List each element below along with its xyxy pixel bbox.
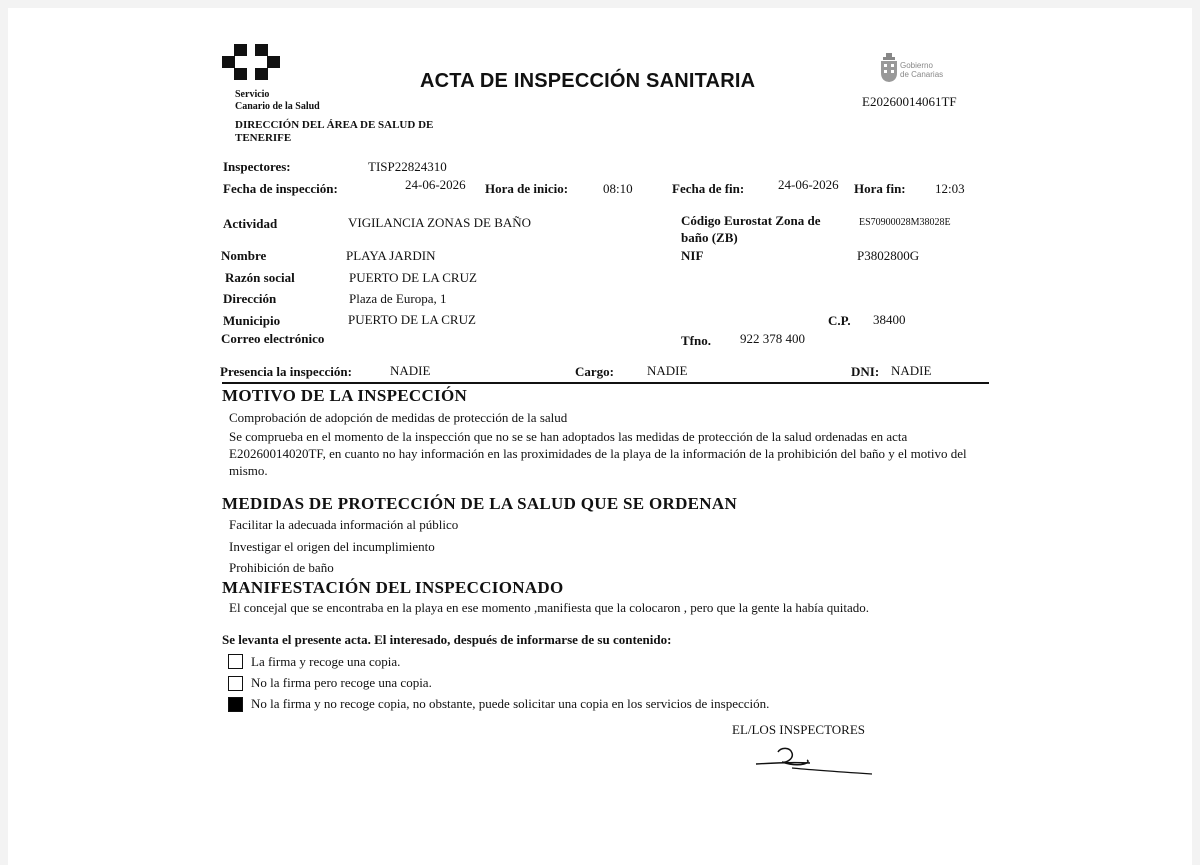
dni-label: DNI: <box>851 364 880 379</box>
eurostat-label-line2: baño (ZB) <box>681 230 738 245</box>
scs-logo-icon <box>222 44 280 80</box>
nif-value: P3802800G <box>857 248 920 263</box>
service-line1: Servicio <box>235 89 270 100</box>
postal-code-label: C.P. <box>828 313 851 328</box>
end-time-label: Hora fin: <box>854 181 906 196</box>
end-time-value: 12:03 <box>935 181 965 196</box>
sign-option-label: No la firma pero recoge una copia. <box>251 675 432 690</box>
nif-label: NIF <box>681 248 704 263</box>
section-divider <box>222 382 989 384</box>
start-time-label: Hora de inicio: <box>485 181 569 196</box>
activity-value: VIGILANCIA ZONAS DE BAÑO <box>348 215 532 230</box>
start-time-value: 08:10 <box>603 181 633 196</box>
inspection-date-label: Fecha de inspección: <box>223 181 338 196</box>
gov-line1: Gobierno <box>900 61 933 70</box>
municipality-label: Municipio <box>223 313 281 328</box>
name-value: PLAYA JARDIN <box>346 248 436 263</box>
statement-text: El concejal que se encontraba en la playa en ese momento ,manifiesta que la colocaron , pero que la gente la había quitado. <box>229 600 869 615</box>
activity-label: Actividad <box>223 216 278 231</box>
direction-line2: TENERIFE <box>235 132 292 144</box>
gov-line2: de Canarias <box>900 70 944 79</box>
sign-option-checkbox[interactable] <box>228 697 243 712</box>
reason-heading: MOTIVO DE LA INSPECCIÓN <box>222 386 468 405</box>
end-date-label: Fecha de fin: <box>672 181 745 196</box>
service-line2: Canario de la Salud <box>235 101 320 112</box>
municipality-value: PUERTO DE LA CRUZ <box>348 312 476 327</box>
postal-code-value: 38400 <box>873 312 906 327</box>
address-value: Plaza de Europa, 1 <box>349 291 447 306</box>
presence-label: Presencia la inspección: <box>220 364 352 379</box>
closing-intro: Se levanta el presente acta. El interesado, después de informarse de su contenido: <box>222 632 672 647</box>
position-value: NADIE <box>647 363 688 378</box>
page-title: ACTA DE INSPECCIÓN SANITARIA <box>420 70 756 92</box>
measure-item: Facilitar la adecuada información al público <box>229 517 459 532</box>
record-id: E20260014061TF <box>862 94 957 109</box>
inspectors-label: Inspectores: <box>223 159 291 174</box>
sign-option-label: La firma y recoge una copia. <box>251 654 401 669</box>
company-label: Razón social <box>225 270 295 285</box>
company-value: PUERTO DE LA CRUZ <box>349 270 477 285</box>
dni-value: NADIE <box>891 363 932 378</box>
statement-heading: MANIFESTACIÓN DEL INSPECCIONADO <box>222 578 564 597</box>
sign-option-label: No la firma y no recoge copia, no obstante, puede solicitar una copia en los servicios de inspección. <box>251 696 770 711</box>
eurostat-value: ES70900028M38028E <box>859 217 951 228</box>
email-label: Correo electrónico <box>221 331 325 346</box>
reason-paragraph: Se comprueba en el momento de la inspección que no se se han adoptados las medidas de protección de la salud ordenadas en acta E20260014020TF, en cuanto no hay información en las proximidades de la playa de la información de la prohibición del baño y el motivo del mismo. <box>229 429 967 478</box>
inspectors-value: TISP22824310 <box>368 159 447 174</box>
inspectors-signature-label: EL/LOS INSPECTORES <box>732 722 866 737</box>
sign-option-checkbox[interactable] <box>228 676 243 691</box>
address-label: Dirección <box>223 291 277 306</box>
eurostat-label-line1: Código Eurostat Zona de <box>681 213 821 228</box>
signature-icon <box>752 742 877 778</box>
position-label: Cargo: <box>575 364 614 379</box>
phone-label: Tfno. <box>681 333 711 348</box>
direction-line1: DIRECCIÓN DEL ÁREA DE SALUD DE <box>235 119 434 131</box>
measure-item: Prohibición de baño <box>229 560 334 575</box>
inspection-date-value: 24-06-2026 <box>405 177 466 192</box>
name-label: Nombre <box>221 248 267 263</box>
presence-value: NADIE <box>390 363 431 378</box>
sign-option-checkbox[interactable] <box>228 654 243 669</box>
phone-value: 922 378 400 <box>740 331 805 346</box>
measures-heading: MEDIDAS DE PROTECCIÓN DE LA SALUD QUE SE ORDENAN <box>222 494 738 513</box>
end-date-value: 24-06-2026 <box>778 177 839 192</box>
reason-line: Comprobación de adopción de medidas de protección de la salud <box>229 410 568 425</box>
coat-of-arms-icon <box>880 53 898 83</box>
measure-item: Investigar el origen del incumplimiento <box>229 539 435 554</box>
